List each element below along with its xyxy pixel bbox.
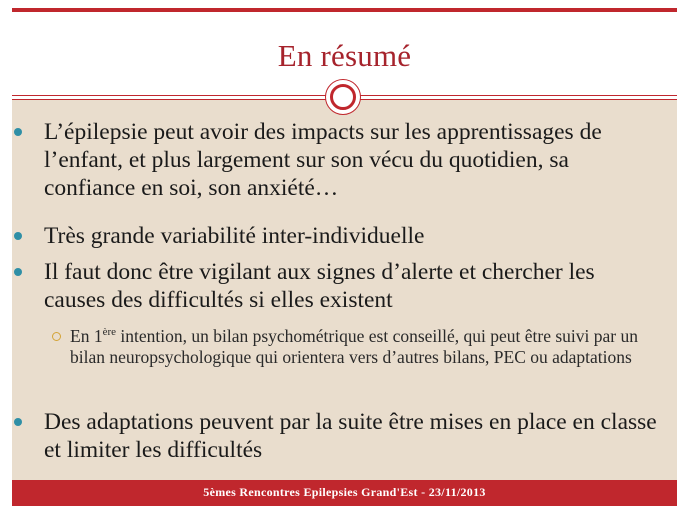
bullet-text: L’épilepsie peut avoir des impacts sur les apprentissages de l’enfant, et plus largement sur son vécu du quotidien, sa confiance en soi, son anxiété… bbox=[44, 119, 602, 201]
bullet-item-adaptations bbox=[30, 408, 660, 464]
bullet-item-impacts bbox=[30, 118, 660, 202]
bullet-item-vigilance bbox=[30, 258, 660, 314]
slide-footer bbox=[12, 480, 677, 506]
bullet-dot-icon bbox=[14, 418, 22, 426]
bullet-dot-icon bbox=[14, 232, 22, 240]
bullet-text: Très grande variabilité inter-individuelle bbox=[44, 223, 425, 249]
circle-ornament-inner-icon bbox=[330, 84, 356, 110]
ring-bullet-icon bbox=[52, 332, 61, 341]
sub-bullet-item-bilan bbox=[70, 326, 660, 368]
bullet-dot-icon bbox=[14, 268, 22, 276]
bullet-item-variabilite bbox=[30, 222, 660, 250]
sub-bullet-superscript: ère bbox=[102, 326, 117, 338]
bullet-text: Il faut donc être vigilant aux signes d’alerte et chercher les causes des difficultés si elles existent bbox=[44, 259, 595, 313]
footer-text: 5èmes Rencontres Epilepsies Grand'Est - 23/11/2013 bbox=[203, 485, 486, 499]
bullet-dot-icon bbox=[14, 128, 22, 136]
slide-title: En résumé bbox=[277, 38, 412, 73]
bullet-text: Des adaptations peuvent par la suite être mises en place en classe et limiter les difficultés bbox=[44, 409, 657, 463]
sub-bullet-prefix: En 1 bbox=[70, 326, 103, 346]
sub-bullet-text: intention, un bilan psychométrique est conseillé, qui peut être suivi par un bilan neuropsychologique qui orientera vers d’autres bilans, PEC ou adaptations bbox=[70, 326, 638, 367]
